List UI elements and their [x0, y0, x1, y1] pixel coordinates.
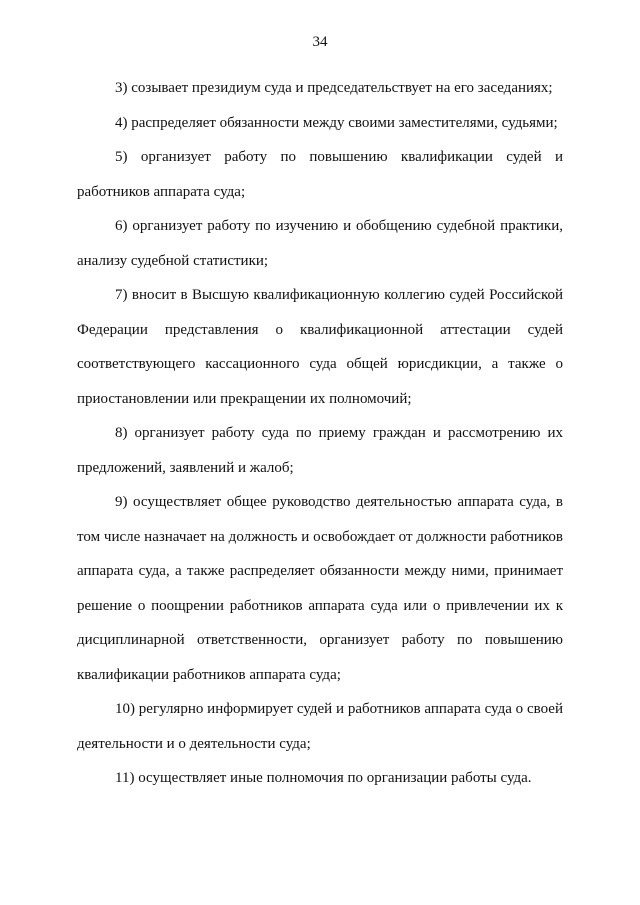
list-item: 6) организует работу по изучению и обобщению судебной практики, анализу судебной статистики; — [77, 218, 563, 269]
list-item: 8) организует работу суда по приему граждан и рассмотрению их предложений, заявлений и жалоб; — [77, 425, 563, 476]
list-item: 7) вносит в Высшую квалификационную коллегию судей Российской Федерации представления о квалификационной аттестации судей соответствующего кассационного суда общей юрисдикции, а также о приостановлении или прекращении их полномочий; — [77, 287, 563, 407]
list-item: 11) осуществляет иные полномочия по организации работы суда. — [115, 770, 532, 786]
document-body — [77, 71, 563, 796]
list-item: 3) созывает президиум суда и председательствует на его заседаниях; — [115, 80, 553, 96]
list-item: 10) регулярно информирует судей и работников аппарата суда о своей деятельности и о деятельности суда; — [77, 701, 563, 752]
list-item: 4) распределяет обязанности между своими заместителями, судьями; — [115, 114, 558, 131]
list-item: 9) осуществляет общее руководство деятельностью аппарата суда, в том числе назначает на должность и освобождает от должности работников аппарата суда, а также распределяет обязанности между ними, принимает решение о поощрении работников аппарата суда или о привлечении их к дисциплинарной ответственности, организует работу по повышению квалификации работников аппарата суда; — [77, 494, 563, 683]
page-number: 34 — [312, 34, 328, 50]
list-item: 5) организует работу по повышению квалификации судей и работников аппарата суда; — [77, 149, 563, 200]
